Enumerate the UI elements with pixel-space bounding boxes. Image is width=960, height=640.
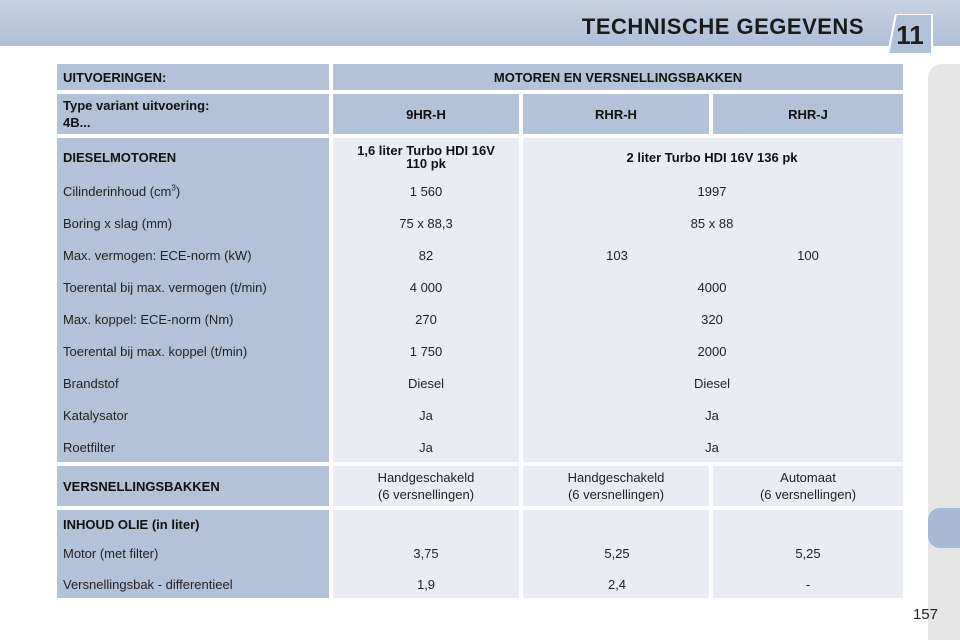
row-label-catalyst: Katalysator — [63, 408, 129, 423]
variant-col1: 9HR-H — [333, 94, 519, 134]
variant-label-line2: 4B... — [63, 115, 91, 130]
catalyst-col1: Ja — [419, 408, 433, 423]
row-label-fuel: Brandstof — [63, 376, 119, 391]
page-number: 157 — [912, 606, 938, 623]
power-rpm-col23: 4000 — [697, 280, 727, 295]
fuel-col1: Diesel — [407, 376, 445, 391]
chapter-badge — [888, 14, 936, 54]
gearbox-oil-col2: 2,4 — [607, 577, 627, 592]
gearbox-oil-col1: 1,9 — [416, 577, 436, 592]
gearbox-col3-line2: (6 versnellingen) — [759, 487, 857, 502]
variant-col3: RHR-J — [713, 94, 903, 134]
side-tab — [928, 508, 960, 548]
engine1-line2: 110 pk — [406, 156, 446, 171]
gearbox-col3 — [713, 466, 903, 506]
torque-rpm-col23: 2000 — [697, 344, 727, 359]
chapter-number: 11 — [896, 20, 924, 50]
gearbox-col2 — [523, 466, 709, 506]
row-label-engine-oil: Motor (met filter) — [63, 546, 159, 561]
variant-col2: RHR-H — [523, 94, 709, 134]
row-label-gearbox-oil: Versnellingsbak - differentieel — [63, 577, 233, 592]
max-power-col3: 100 — [797, 248, 819, 263]
row-label-bore-stroke: Boring x slag (mm) — [63, 216, 173, 231]
row-label-displacement-text: Cilinderinhoud (cm — [63, 184, 172, 199]
gearbox-oil-col3: - — [805, 577, 811, 592]
row-label-displacement-end: ) — [175, 184, 181, 199]
row-label-max-torque: Max. koppel: ECE-norm (Nm) — [63, 312, 234, 327]
gearbox-col1-line1: Handgeschakeld — [377, 470, 475, 485]
row-label-displacement — [63, 184, 180, 199]
gearbox-col2-line1: Handgeschakeld — [567, 470, 665, 485]
page-title: TECHNISCHE GEGEVENS — [581, 14, 864, 39]
row-label-particle-filter: Roetfilter — [63, 440, 116, 455]
engine1-line1: 1,6 liter Turbo HDI 16V — [357, 143, 495, 158]
max-torque-col1: 270 — [415, 312, 437, 327]
gearbox-col1 — [333, 466, 519, 506]
engine-oil-col3: 5,25 — [795, 546, 821, 561]
bore-stroke-col1: 75 x 88,3 — [399, 216, 453, 231]
gearbox-label: VERSNELLINGSBAKKEN — [57, 466, 329, 506]
row-label-torque-rpm: Toerental bij max. koppel (t/min) — [63, 344, 248, 359]
particle-filter-col1: Ja — [419, 440, 433, 455]
displacement-col1: 1 560 — [409, 184, 443, 199]
power-rpm-col1: 4 000 — [409, 280, 443, 295]
fuel-col23: Diesel — [693, 376, 731, 391]
row-label-max-power: Max. vermogen: ECE-norm (kW) — [63, 248, 252, 263]
side-strip — [928, 64, 960, 640]
diesel-section-label: DIESELMOTOREN — [63, 150, 177, 165]
gearbox-col3-line1: Automaat — [780, 470, 836, 485]
engine-oil-col1: 3,75 — [413, 546, 439, 561]
max-power-col1: 82 — [418, 248, 434, 263]
variant-label — [57, 94, 329, 134]
engine-oil-col2: 5,25 — [604, 546, 630, 561]
gearbox-col2-line2: (6 versnellingen) — [567, 487, 665, 502]
oil-section-label: INHOUD OLIE (in liter) — [63, 517, 200, 532]
table-head-right: MOTOREN EN VERSNELLINGSBAKKEN — [333, 64, 903, 90]
particle-filter-col23: Ja — [705, 440, 719, 455]
bore-stroke-col23: 85 x 88 — [690, 216, 734, 231]
row-label-displacement-sup: 3 — [171, 183, 176, 193]
variant-label-line1: Type variant uitvoering: — [63, 98, 210, 113]
engine2-label: 2 liter Turbo HDI 16V 136 pk — [626, 150, 798, 165]
row-label-power-rpm: Toerental bij max. vermogen (t/min) — [63, 280, 267, 295]
table-head-left: UITVOERINGEN: — [57, 64, 329, 90]
catalyst-col23: Ja — [705, 408, 719, 423]
gearbox-col1-line2: (6 versnellingen) — [377, 487, 475, 502]
torque-rpm-col1: 1 750 — [409, 344, 443, 359]
displacement-col23: 1997 — [697, 184, 727, 199]
max-power-col2: 103 — [606, 248, 628, 263]
max-torque-col23: 320 — [701, 312, 723, 327]
